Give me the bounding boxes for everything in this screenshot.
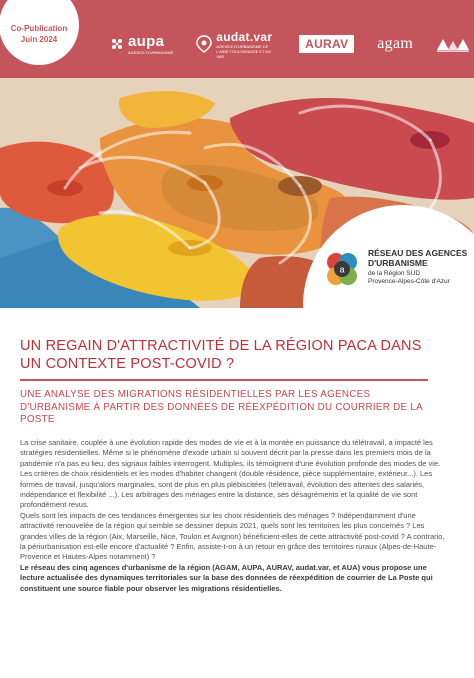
reseau-subtitle-line2: Provence-Alpes-Côte d'Azur [368, 278, 450, 285]
reseau-subtitle-line1: de la Région SUD [368, 270, 421, 277]
reseau-title-line1: RÉSEAU DES AGENCES [368, 248, 468, 258]
page-subtitle: UNE ANALYSE DES MIGRATIONS RÉSIDENTIELLES PAR LES AGENCES D'URBANISME À PARTIR DES DONNÉES DE RÉEXPÉDITION DU COURRIER DE LA POSTE [20, 389, 423, 425]
publication-type: Co-Publication [10, 24, 68, 33]
page-title: UN REGAIN D'ATTRACTIVITÉ DE LA RÉGION PACA DANS UN CONTEXTE POST-COVID ? [20, 338, 422, 372]
aurav-logo [299, 35, 354, 53]
reseau-title [368, 248, 467, 268]
reseau-logo [320, 248, 470, 298]
aupa-name: aupa [128, 33, 165, 50]
intro-paragraph-1: La crise sanitaire, couplée à une évolution rapide des modes de vie et à la montée en puissance du télétravail, a impacté les stratégies résidentielles. Même si le phénomène d'exode urbain si souvent décrit par la presse dans les premiers mois de la pandémie n'a pas eu lieu, des signaux faibles interrogent. Multiples, ils témoignent d'une évolution profonde des modes de vie. Les critères de choix résidentiels et les modes d'habiter changent (double résidence, pièce supplémentaire, extérieur...). Les formes de travail, jusqu'alors marginales, sont de plus en plus plébiscitées (télétravail, évolution des attentes des salariés, indépendance et flexibilité ...). Les arbitrages des ménages entre la distance, ses désagréments et la qualité de vie sont profondément revus. [20, 438, 441, 510]
svg-text:a: a [339, 264, 345, 275]
intro-paragraph-3: Le réseau des cinq agences d'urbanisme de la région (AGAM, AUPA, AURAV, audat.var, et AUA) vous propose une lecture actualisée des dynamiques territoriales sur la base des données de réexpédition de courrier de La Poste qui constituent une source fiable pour observer les migrations résidentielles. [20, 562, 433, 593]
reseau-logo-icon [320, 248, 364, 292]
agam-name: agam [377, 35, 414, 52]
agam-logo [377, 35, 413, 53]
aupa-logo-icon [110, 37, 124, 51]
aua-logo-icon [436, 36, 470, 52]
aupa-subtitle: AGENCE D'URBANISME [128, 50, 174, 55]
aua-logo [436, 36, 470, 52]
audat-logo [196, 30, 276, 59]
reseau-subtitle [368, 270, 450, 286]
reseau-title-line2: D'URBANISME [368, 258, 428, 268]
partner-logos [110, 30, 470, 58]
aurav-name: AURAV [305, 37, 349, 51]
intro-paragraph-2: Quels sont les impacts de ces tendances émergentes sur les choix résidentiels des ménages ? Indépendamment d'une attractivité renouvelée de la région qui semble se dessiner depuis 2021, quels sont les territoires les plus concernés ? Les grandes villes de la région (Aix, Marseille, Nice, Toulon et Avignon) bénéficient-elles de cette attractivité post-covid ? A contrario, la périurbanisation est-elle encore d'actualité ? Enfin, assiste-t-on à un retour en grâce des territoires ruraux (Alpes-de-Haute-Provence et Hautes-Alpes notamment) ? [20, 510, 445, 562]
publication-date: Juin 2024 [20, 35, 58, 44]
header-band [0, 0, 474, 78]
publication-badge [0, 0, 84, 70]
audat-subtitle: AGENCE D'URBANISME DE L'AIRE TOULONNAISE ET DU VAR [216, 43, 272, 59]
audat-logo-icon [196, 35, 212, 53]
intro-text [20, 438, 446, 594]
aupa-logo [110, 33, 173, 55]
audat-name: audat.var [216, 29, 273, 44]
title-divider [20, 379, 428, 381]
